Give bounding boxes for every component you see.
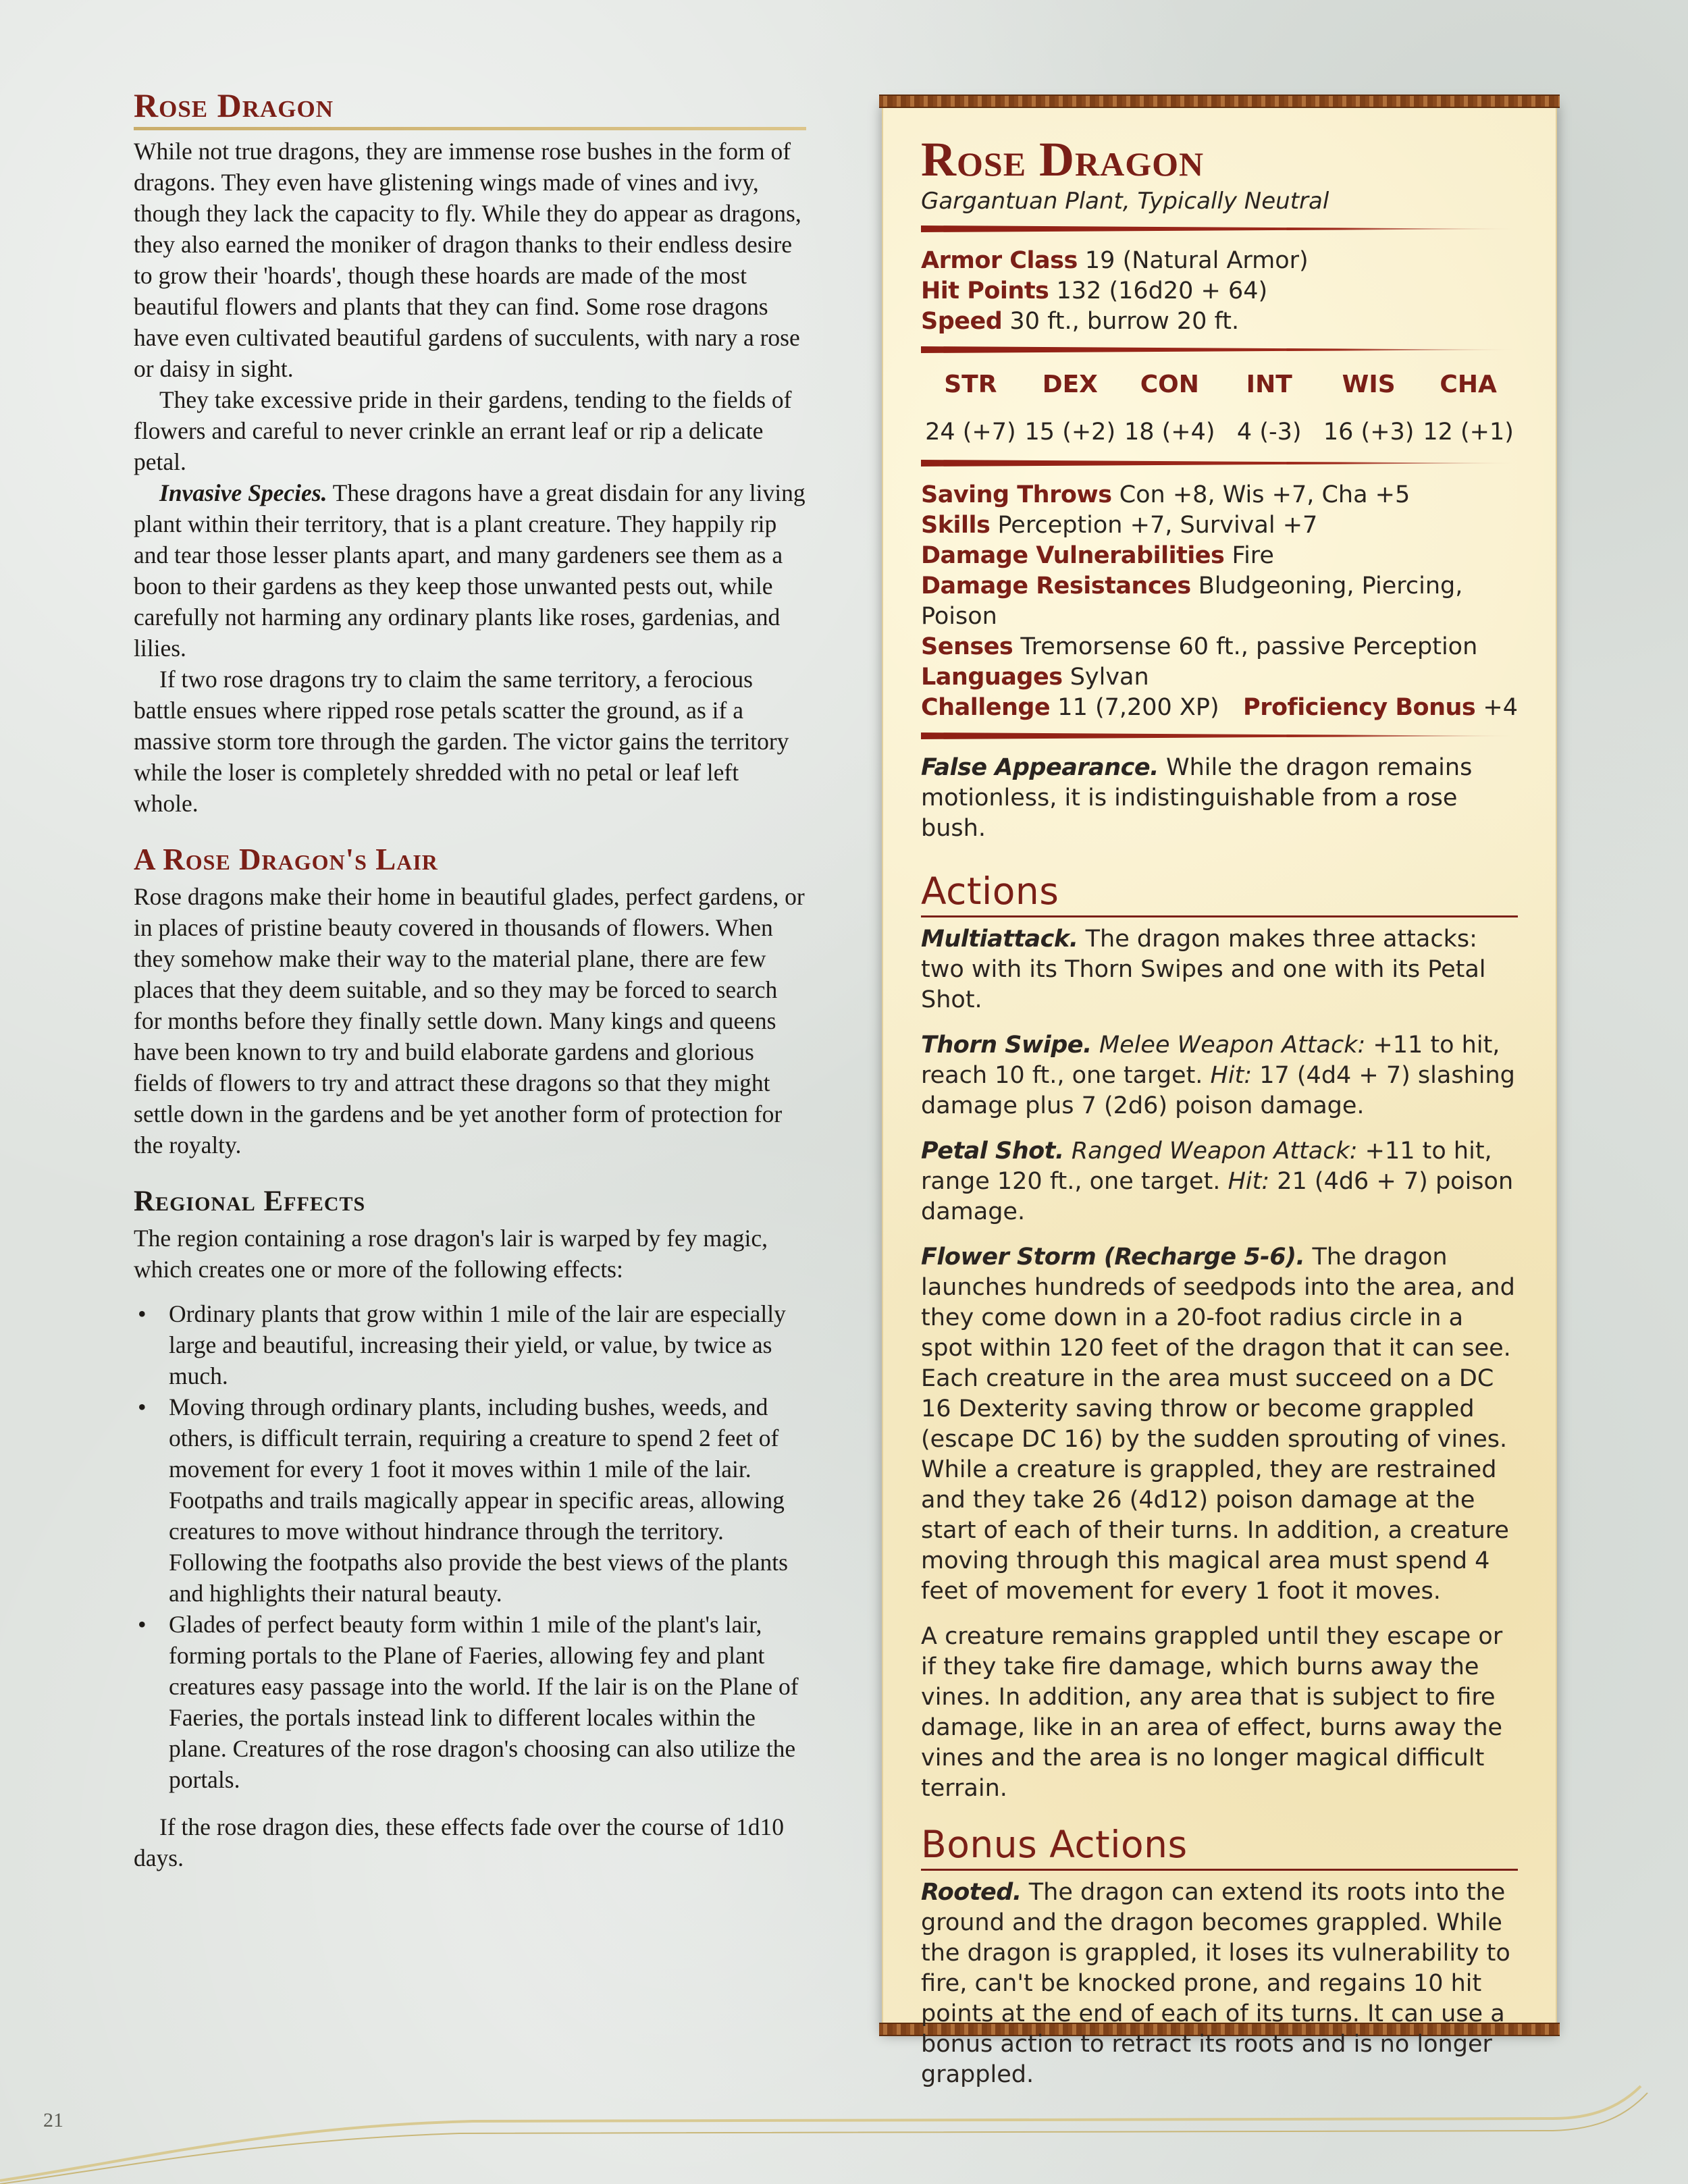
- damage-vulnerabilities: [921, 541, 1518, 571]
- action-text: The dragon can extend its roots into the ground and the dragon becomes grappled. While the dragon is grappled, it loses its vulnerability to fire, can't be knocked prone, and regains 10 hit points at the end of each of its turns. It can use a bonus action to retract its roots and is no longer grappled.: [921, 1879, 1510, 2088]
- regional-effects-heading: Regional Effects: [134, 1186, 366, 1217]
- lair-paragraph: Rose dragons make their home in beautiful glades, perfect gardens, or in places of pristine beauty covered in thousands of flowers. When they somehow make their way to the material plane, there are few places that they deem suitable, and so they may be forced to search for months before they finally settle down. Many kings and queens have been known to try and build elaborate gardens and glorious fields of flowers to try and attract these dragons so that they might settle down in the gardens and be yet another form of protection for the royalty.: [134, 883, 805, 1158]
- stat-block-top-bar: [879, 95, 1560, 108]
- invasive-species-text: These dragons have a great disdain for any living plant within their territory, that is a plant creature. They happily rip and tear those lesser plants apart, and many gardeners see them as a boon to their gardens as they keep those unwanted pests out, while carefully not harming any ordinary plants like roses, gardenias, and lilies.: [134, 479, 806, 662]
- hit-label: Hit:: [1228, 1168, 1270, 1195]
- ability-value: 15 (+2): [1024, 419, 1116, 446]
- attack-type: Ranged Weapon Attack:: [1063, 1138, 1358, 1165]
- ability-value: 18 (+4): [1124, 419, 1215, 446]
- languages-label: Languages: [921, 664, 1063, 691]
- action-text: +11 to hit, reach 10 ft., one target.: [921, 1032, 1500, 1089]
- proficiency-label: Proficiency Bonus: [1243, 694, 1476, 721]
- challenge-row: [921, 693, 1518, 723]
- invasive-species-title: Invasive Species.: [159, 479, 327, 506]
- action-petal-shot: [921, 1136, 1518, 1227]
- action-name: Thorn Swipe.: [921, 1032, 1092, 1059]
- ability-name: WIS: [1342, 371, 1396, 398]
- monster-type: Gargantuan Plant, Typically Neutral: [921, 188, 1329, 215]
- ability-name: STR: [944, 371, 997, 398]
- speed-label: Speed: [921, 308, 1003, 335]
- hit-label: Hit:: [1210, 1062, 1252, 1089]
- action-flower-storm: [921, 1242, 1518, 1607]
- action-name: Multiattack.: [921, 926, 1078, 953]
- ability-int: [1219, 369, 1319, 448]
- lair-heading: A Rose Dragon's Lair: [134, 843, 438, 876]
- action-name: Flower Storm (Recharge 5-6).: [921, 1244, 1305, 1271]
- action-text: +11 to hit, range 120 ft., one target.: [921, 1138, 1492, 1195]
- trait-name: False Appearance.: [921, 754, 1159, 781]
- speed: [921, 307, 1518, 337]
- ability-cha: [1419, 369, 1518, 448]
- languages: [921, 662, 1518, 693]
- damage-resistances: [921, 571, 1518, 632]
- armor-class-label: Armor Class: [921, 247, 1078, 274]
- ability-value: 4 (-3): [1236, 419, 1302, 446]
- bonus-action-rooted: [921, 1877, 1518, 2090]
- languages-value: Sylvan: [1062, 664, 1149, 691]
- ability-dex: [1020, 369, 1119, 448]
- list-item: • Glades of perfect beauty form within 1 mile of the plant's lair, forming portals to the Plane of Faeries, allowing fey and plant creatures easy passage into the world. If the lair is on the Plane of Faeries, the portals instead link to different locales within the plane. Creatures of the rose dragon's choosing can also utilize the portals.: [134, 1609, 806, 1795]
- proficiency-value: +4: [1475, 694, 1518, 721]
- vulnerabilities-value: Fire: [1224, 542, 1274, 569]
- ability-name: DEX: [1042, 371, 1098, 398]
- divider: [921, 225, 1518, 232]
- ability-con: [1120, 369, 1219, 448]
- action-text: 21 (4d6 + 7) poison damage.: [921, 1168, 1514, 1225]
- list-item: • Ordinary plants that grow within 1 mile of the lair are especially large and beautiful, increasing their yield, or value, by twice as much.: [134, 1298, 806, 1391]
- ability-str: [921, 369, 1020, 448]
- ability-name: INT: [1246, 371, 1292, 398]
- pride-paragraph: They take excessive pride in their gardens, tending to the fields of flowers and careful to never crinkle an errant leaf or rip a delicate petal.: [134, 386, 792, 475]
- ability-value: 12 (+1): [1423, 419, 1514, 446]
- actions-heading: Actions: [921, 870, 1518, 917]
- saving-throws-value: Con +8, Wis +7, Cha +5: [1111, 481, 1410, 508]
- skills: [921, 510, 1518, 541]
- resistances-value: Bludgeoning, Piercing, Poison: [921, 572, 1463, 630]
- ability-value: 24 (+7): [925, 419, 1016, 446]
- saving-throws-label: Saving Throws: [921, 481, 1112, 508]
- action-text: The dragon makes three attacks: two with its Thorn Swipes and one with its Petal Shot.: [921, 926, 1486, 1013]
- ability-name: CHA: [1440, 371, 1497, 398]
- armor-class-value: 19 (Natural Armor): [1077, 247, 1309, 274]
- vulnerabilities-label: Damage Vulnerabilities: [921, 542, 1225, 569]
- regional-intro: The region containing a rose dragon's lair is warped by fey magic, which creates one or more of the following effects:: [134, 1225, 768, 1283]
- divider: [921, 346, 1518, 353]
- divider: [921, 733, 1518, 739]
- ability-wis: [1319, 369, 1419, 448]
- senses-value: Tremorsense 60 ft., passive Perception: [1013, 633, 1478, 660]
- ability-name: CON: [1140, 371, 1199, 398]
- list-item: • Moving through ordinary plants, including bushes, weeds, and others, is difficult terrain, requiring a creature to spend 2 feet of movement for every 1 foot it moves within 1 mile of the lair. Footpaths and trails magically appear in specific areas, allowing creatures to move without hindrance through the territory. Following the footpaths also provide the best views of the plants and highlights their natural beauty.: [134, 1391, 806, 1609]
- divider: [921, 460, 1518, 467]
- action-name: Petal Shot.: [921, 1138, 1064, 1165]
- challenge: [921, 693, 1219, 723]
- page-number: 21: [43, 2109, 63, 2131]
- ability-value: 16 (+3): [1323, 419, 1415, 446]
- proficiency-bonus: [1243, 693, 1518, 723]
- action-text: 17 (4d4 + 7) slashing damage plus 7 (2d6) poison damage.: [921, 1062, 1515, 1119]
- hit-points-label: Hit Points: [921, 277, 1049, 304]
- regional-effects-list: [134, 1298, 806, 1795]
- invasive-species-paragraph: [134, 477, 806, 664]
- hit-points-value: 132 (16d20 + 64): [1049, 277, 1268, 304]
- monster-name: Rose Dragon: [921, 132, 1205, 186]
- bonus-actions-heading: Bonus Actions: [921, 1823, 1518, 1871]
- senses: [921, 632, 1518, 662]
- senses-label: Senses: [921, 633, 1013, 660]
- action-flower-storm-continued: A creature remains grappled until they escape or if they take fire damage, which burns away the vines. In addition, any area that is subject to fire damage, like in an area of effect, burns away the vines and the area is no longer magical difficult terrain.: [921, 1623, 1503, 1802]
- armor-class: [921, 246, 1518, 276]
- trait-false-appearance: [921, 753, 1518, 844]
- speed-value: 30 ft., burrow 20 ft.: [1002, 308, 1240, 335]
- action-name: Rooted.: [921, 1879, 1022, 1906]
- intro-paragraph: While not true dragons, they are immense rose bushes in the form of dragons. They even have glistening wings made of vines and ivy, though they lack the capacity to fly. While they do appear as dragons, they also earned the moniker of dragon thanks to their endless desire to grow their 'hoards', though these hoards are made of the most beautiful flowers and plants that they can find. Some rose dragons have even cultivated beautiful gardens of succulents, with nary a rose or daisy in sight.: [134, 138, 801, 382]
- action-text: The dragon launches hundreds of seedpods into the area, and they come down in a 20-foot radius circle in a spot within 120 feet of the dragon that it can see. Each creature in the area must succeed on a DC 16 Dexterity saving throw or become grappled (escape DC 16) by the sudden sprouting of vines. While a creature is grappled, they are restrained and they take 26 (4d12) poison damage at the start of each of their turns. In addition, a creature moving through this magical area must spend 4 feet of movement for every 1 foot it moves.: [921, 1244, 1515, 1605]
- skills-label: Skills: [921, 512, 991, 539]
- saving-throws: [921, 480, 1518, 510]
- trait-text: While the dragon remains motionless, it is indistinguishable from a rose bush.: [921, 754, 1473, 842]
- skills-value: Perception +7, Survival +7: [990, 512, 1318, 539]
- attack-type: Melee Weapon Attack:: [1091, 1032, 1366, 1059]
- regional-outro: If the rose dragon dies, these effects fade over the course of 1d10 days.: [134, 1813, 784, 1871]
- action-thorn-swipe: [921, 1030, 1518, 1121]
- section-heading-rose-dragon: Rose Dragon: [134, 86, 334, 124]
- footer-ornament: [0, 2079, 1688, 2184]
- challenge-value: 11 (7,200 XP): [1050, 694, 1219, 721]
- heading-rule: [134, 127, 806, 130]
- challenge-label: Challenge: [921, 694, 1051, 721]
- lore-column: [134, 86, 806, 1873]
- stat-block: [882, 100, 1557, 2088]
- resistances-label: Damage Resistances: [921, 572, 1191, 600]
- hit-points: [921, 276, 1518, 307]
- action-multiattack: [921, 924, 1518, 1015]
- ability-scores: [921, 369, 1518, 448]
- territory-paragraph: If two rose dragons try to claim the same territory, a ferocious battle ensues where ripped rose petals scatter the ground, as if a massive storm tore through the garden. The victor gains the territory while the loser is completely shredded with no petal or leaf left whole.: [134, 666, 789, 817]
